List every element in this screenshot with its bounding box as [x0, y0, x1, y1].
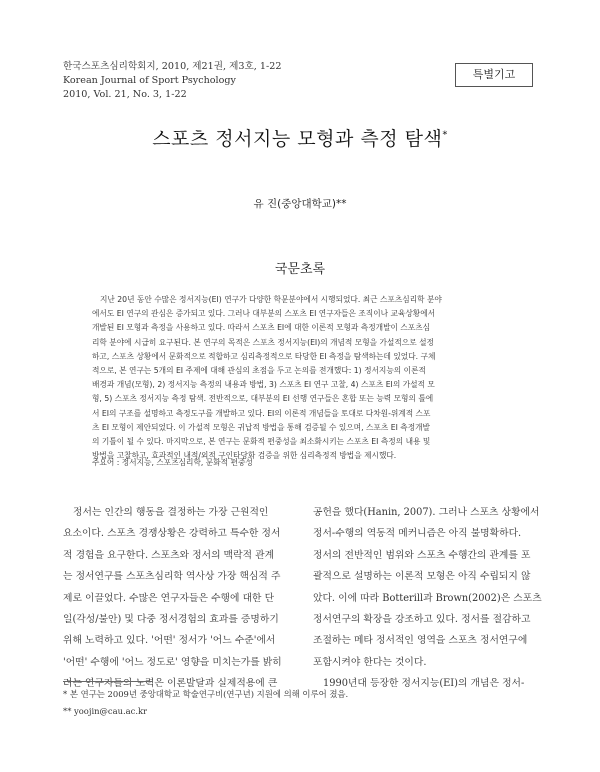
body-line: 적 경험을 요구한다. 스포츠와 정서의 맥락적 관계 — [63, 549, 275, 561]
body-line: 정서의 전반적인 범위와 스포츠 수행간의 관계를 포 — [313, 549, 531, 561]
footnote-funding: * 본 연구는 2009년 중앙대학교 학술연구비(연구년) 지원에 의해 이루어 졌음. — [63, 689, 349, 699]
abstract-line: 서 EI의 구조를 설명하고 측정도구를 개발하고 있다. EI의 이론적 개념들을 토대로 다차원-위계적 스포 — [92, 408, 431, 418]
abstract-line: 개발된 EI 모형과 측정을 사용하고 있다. 따라서 스포츠 EI에 대한 이론적 모형과 측정개발이 스포츠심 — [92, 323, 431, 333]
abstract-line: 적으로, 본 연구는 5개의 EI 주제에 대해 관심의 초점을 두고 논의를 전개했다: 1) 정서지능의 이론적 — [92, 366, 426, 376]
body-line: 공헌을 했다(Hanin, 2007). 그러나 스포츠 상황에서 — [313, 507, 540, 518]
body-line: 요소이다. 스포츠 경쟁상황은 강력하고 특수한 정서 — [63, 528, 281, 540]
author-line: 유 진(중앙대학교)** — [253, 198, 347, 210]
abstract-line: 에서도 EI 연구의 관심은 증가되고 있다. 그러나 대부분의 스포츠 EI 연구자들은 조직이나 교육상황에서 — [92, 309, 436, 319]
body-line: 제로 이끌었다. 수많은 연구자들은 수행에 대한 단 — [63, 592, 275, 604]
abstract-line: 하고, 스포츠 상황에서 문화적으로 적합하고 심리측정적으로 타당한 EI 측정을 탐색하는데 있었다. 구체 — [92, 351, 436, 361]
body-line: 괄적으로 설명하는 이론적 모형은 아직 수립되지 않 — [313, 571, 531, 583]
paper-title-text: 스포츠 정서지능 모형과 측정 탐색 — [152, 128, 443, 150]
abstract-line: 의 기틀이 될 수 있다. 마지막으로, 본 연구는 문화적 편중성을 최소화시키는 스포츠 EI 측정의 내용 및 — [92, 437, 431, 447]
body-line: 포함시켜야 한다는 것이다. — [313, 656, 427, 668]
body-line: 정서연구의 확장을 강조하고 있다. 정서를 절감하고 — [313, 614, 531, 626]
body-line: 일(각성/불안) 및 다중 정서경험의 효과를 증명하기 — [63, 614, 279, 626]
abstract-line: 지난 20년 동안 수많은 정서지능(EI) 연구가 다양한 학문분야에서 시행되었다. 최근 스포츠심리학 분야 — [100, 295, 442, 304]
journal-name-english: Korean Journal of Sport Psychology — [63, 75, 236, 86]
abstract-line: 형, 5) 스포츠 정서지능 측정 탐색. 전반적으로, 대부분의 EI 선행 연구들은 혼합 또는 능력 모형의 틀에 — [92, 394, 434, 404]
journal-info — [63, 60, 281, 102]
keywords: 주요어 : 정서지능, 스포츠심리학, 문화적 편중성 — [92, 458, 253, 467]
body-line: 정서-수행의 역동적 메커니즘은 아직 불명확하다. — [313, 528, 522, 540]
body-column-left — [63, 502, 317, 695]
body-line: 정서는 인간의 행동을 결정하는 가장 근원적인 — [73, 507, 269, 518]
journal-citation-korean: 한국스포츠심리학회지, 2010, 제21권, 제3호, 1-22 — [63, 61, 282, 72]
body-column-right — [313, 502, 543, 695]
abstract-line: 리학 분야에 시급히 요구된다. 본 연구의 목적은 스포츠 정서지능(EI)의 개념적 모형을 가설적으로 설정 — [92, 337, 434, 347]
article-type-box: 특별기고 — [455, 63, 533, 87]
body-line: 는 정서연구를 스포츠심리학 역사상 가장 핵심적 주 — [63, 571, 281, 583]
paper-title — [0, 124, 600, 151]
body-line: '어떤' 수행에 '어느 정도로' 영향을 미치는가를 밝히 — [63, 656, 282, 668]
footnotes — [63, 686, 348, 720]
journal-volume: 2010, Vol. 21, No. 3, 1-22 — [63, 89, 187, 100]
abstract-line: 배경과 개념(모형), 2) 정서지능 측정의 내용과 방법, 3) 스포츠 EI 연구 고찰, 4) 스포츠 EI의 가설적 모 — [92, 380, 435, 390]
abstract-line: 츠 EI 모형이 제안되었다. 이 가설적 모형은 귀납적 방법을 통해 검증될 수 있으며, 스포츠 EI 측정개발 — [92, 422, 430, 432]
footnote-divider — [63, 681, 153, 682]
body-line: 1990년대 등장한 정서지능(EI)의 개념은 정서- — [323, 678, 525, 690]
abstract-line: 방법을 고찰하고, 효과적인 내적/외적 구인타당화 검증을 위한 심리측정적 방법을 제시했다. — [92, 451, 397, 461]
abstract-text — [92, 293, 510, 463]
title-footnote-mark: * — [442, 129, 448, 141]
body-line: 위해 노력하고 있다. '어떤' 정서가 '어느 수준'에서 — [63, 635, 276, 647]
body-line: 조절하는 메타 정서적인 영역을 스포츠 정서연구에 — [313, 635, 528, 647]
body-line: 려는 연구자들의 노력은 이론발달과 실제적용에 큰 — [63, 678, 278, 690]
abstract-heading: 국문초록 — [274, 262, 326, 277]
body-line: 았다. 이에 따라 Botterill과 Brown(2002)은 스포츠 — [313, 592, 542, 604]
footnote-email: ** yoojin@cau.ac.kr — [63, 706, 148, 716]
